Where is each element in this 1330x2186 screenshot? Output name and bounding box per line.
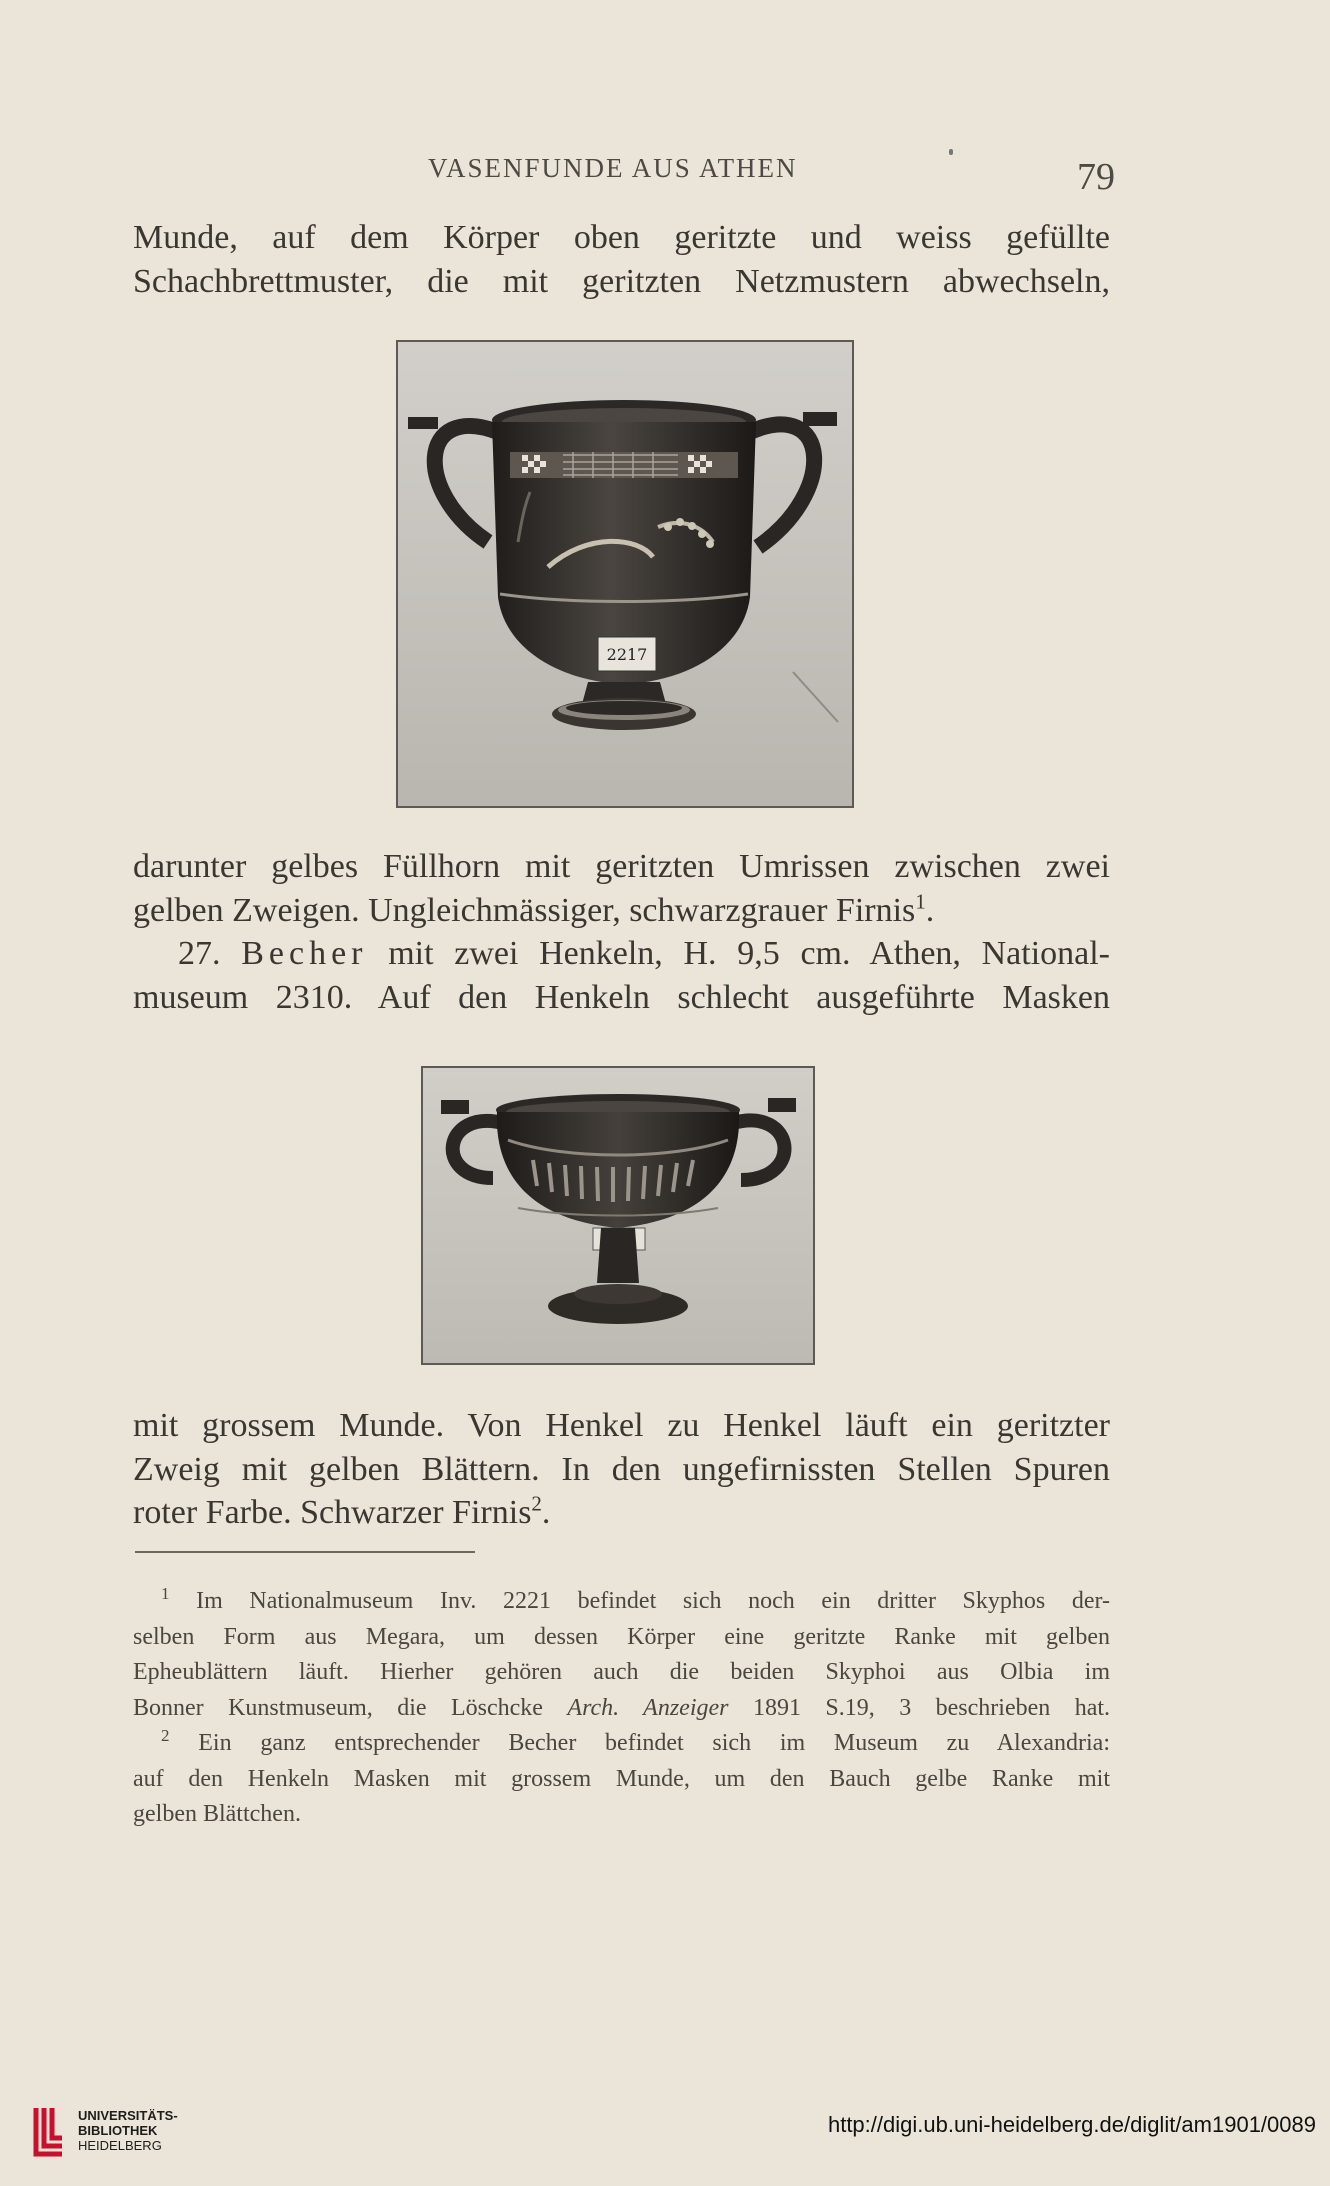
catalog-number: 27. (178, 935, 221, 972)
text-line: Zweig mit gelben Blättern. In den ungefirnissten Stellen Spuren (133, 1450, 1110, 1488)
library-name (78, 2108, 178, 2153)
text-line-content: mit zwei Henkeln, H. 9,5 cm. Athen, National- (388, 935, 1111, 972)
punctuation: . (541, 1494, 551, 1531)
footnote-1-line: Epheublättern läuft. Hierher gehören auch die beiden Skyphoi aus Olbia im (133, 1659, 1110, 1685)
page-number: 79 (1077, 156, 1115, 198)
library-name-line: BIBLIOTHEK (78, 2123, 158, 2138)
becher-image (423, 1068, 813, 1363)
text-line: Munde, auf dem Körper oben geritzte und weiss gefüllte (133, 219, 1110, 256)
footnote-text: Ein ganz entsprechender Becher befindet sich im Museum zu Alexandria: (198, 1730, 1111, 1756)
footnote-marker: 1 (161, 1584, 170, 1603)
footnote-1-line (133, 1691, 1110, 1727)
figure-skyphos-photo (396, 340, 854, 808)
text-line-content: roter Farbe. Schwarzer Firnis (133, 1494, 532, 1531)
library-name-line: UNIVERSITÄTS- (78, 2108, 178, 2123)
text-line (133, 889, 1110, 933)
museum-label-2217: 2217 (606, 645, 648, 664)
footnote-reference: 1 (915, 889, 926, 914)
footnote-text: Bonner Kunstmuseum, die Löschcke (133, 1694, 543, 1721)
library-name-line: HEIDELBERG (78, 2138, 162, 2153)
footnote-separator (135, 1551, 475, 1553)
footnote-text: 1891 S.19, 3 beschrieben hat. (752, 1694, 1111, 1721)
text-line: museum 2310. Auf den Henkeln schlecht ausgeführte Masken (133, 978, 1110, 1016)
text-line (133, 1491, 1110, 1535)
page-header (0, 145, 1330, 198)
skyphos-image (398, 342, 852, 806)
digitization-footer (0, 2090, 1330, 2186)
paragraph-3 (133, 1404, 1110, 1535)
footnotes (133, 1584, 1110, 1833)
journal-title: Arch. Anzeiger (567, 1694, 729, 1721)
library-logo-icon (30, 2104, 68, 2158)
footnote-marker: 2 (161, 1726, 170, 1745)
paragraph-1 (133, 216, 1110, 303)
text-line: Schachbrettmuster, die mit geritzten Netzmustern abwechseln, (133, 262, 1110, 300)
footnote-1-line (133, 1584, 1110, 1620)
footnote-1-line: selben Form aus Megara, um dessen Körper eine geritzte Ranke mit gelben (133, 1623, 1110, 1650)
text-line (133, 932, 1110, 976)
footnote-2-line: gelben Blättchen. (133, 1801, 301, 1827)
text-line: darunter gelbes Füllhorn mit geritzten Umrissen zwischen zwei (133, 848, 1110, 885)
punctuation: . (925, 891, 935, 929)
footnote-reference: 2 (531, 1491, 542, 1516)
footnote-2-line (133, 1726, 1110, 1762)
running-title: VASENFUNDE AUS ATHEN (428, 153, 798, 183)
print-speck (949, 149, 953, 155)
footnote-2-line: auf den Henkeln Masken mit grossem Munde, um den Bauch gelbe Ranke mit (133, 1765, 1110, 1792)
source-url-link[interactable]: http://digi.ub.uni-heidelberg.de/diglit/am1901/0089 (827, 2112, 1316, 2137)
figure-becher-photo (421, 1066, 815, 1365)
entry-title: Becher (241, 935, 368, 972)
text-line-content: gelben Zweigen. Ungleichmässiger, schwarzgrauer Firnis (133, 891, 916, 929)
text-line: mit grossem Munde. Von Henkel zu Henkel läuft ein geritzter (133, 1407, 1110, 1444)
paragraph-2 (133, 845, 1110, 1019)
footnote-text: Im Nationalmuseum Inv. 2221 befindet sich noch ein dritter Skyphos der- (196, 1588, 1111, 1614)
